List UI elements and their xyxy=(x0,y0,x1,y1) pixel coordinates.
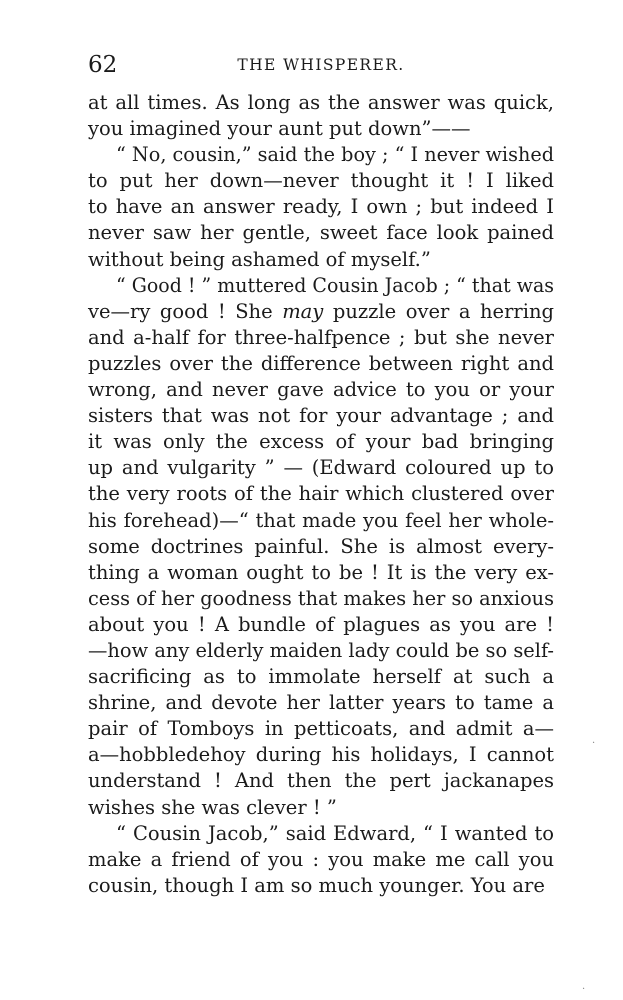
text-line xyxy=(88,403,554,429)
text-line-content: some doctrines painful. She is almost every- xyxy=(88,534,554,558)
text-line xyxy=(88,299,554,325)
text-line-content: a—hobbledehoy during his holidays, I cannot xyxy=(88,743,554,767)
text-line xyxy=(88,742,554,768)
text-line-content: “ Good ! ” muttered Cousin Jacob ; “ that was xyxy=(116,273,554,297)
page-number: 62 xyxy=(88,52,118,78)
text-line xyxy=(88,638,554,664)
text-line-content: up and vulgarity ” — (Edward coloured up to xyxy=(88,456,554,480)
text-line xyxy=(88,168,554,194)
emphasis: may xyxy=(282,299,324,323)
text-line-content: his forehead)—“ that made you feel her whole- xyxy=(88,508,554,532)
text-line-content: sacrificing as to immolate herself at such a xyxy=(88,665,554,689)
text-line-content: it was only the excess of your bad bringing xyxy=(88,430,554,454)
text-line xyxy=(88,247,554,273)
text-line-content: the very roots of the hair which clustered over xyxy=(88,482,554,506)
text-line-content: thing a woman ought to be ! It is the very ex- xyxy=(88,560,554,584)
text-line-content: pair of Tomboys in petticoats, and admit a— xyxy=(88,717,554,741)
text-line xyxy=(88,220,554,246)
text-line-content: ve—ry good ! She may puzzle over a herring xyxy=(88,299,554,323)
text-line xyxy=(88,795,554,821)
text-line-content: to have an answer ready, I own ; but indeed I xyxy=(88,195,554,219)
text-line xyxy=(88,116,554,142)
text-line-content: to put her down—never thought it ! I liked xyxy=(88,169,554,193)
text-line-content: wrong, and never gave advice to you or your xyxy=(88,378,554,402)
text-line-content: —how any elderly maiden lady could be so self- xyxy=(88,638,554,662)
text-line-content: cousin, though I am so much younger. You are xyxy=(88,873,545,897)
text-line-content: “ Cousin Jacob,” said Edward, “ I wanted to xyxy=(116,821,554,845)
text-line xyxy=(88,873,554,899)
stray-mark: · xyxy=(582,984,586,995)
text-line-content: cess of her goodness that makes her so anxious xyxy=(88,586,554,610)
text-line-content: puzzles over the difference between right and xyxy=(88,351,554,375)
text-line xyxy=(88,429,554,455)
text-line xyxy=(88,90,554,116)
text-line-content: understand ! And then the pert jackanapes xyxy=(88,769,554,793)
text-line-content: without being ashamed of myself.” xyxy=(88,247,431,271)
text-line xyxy=(88,534,554,560)
text-line-content: sisters that was not for your advantage ; and xyxy=(88,404,554,428)
text-line-content: never saw her gentle, sweet face look pained xyxy=(88,221,554,245)
text-line-content: and a-half for three-halfpence ; but she never xyxy=(88,325,554,349)
text-line-content: you imagined your aunt put down”—— xyxy=(88,117,471,141)
text-line-content: about you ! A bundle of plagues as you are ! xyxy=(88,612,554,636)
text-line-content: at all times. As long as the answer was quick, xyxy=(88,91,554,114)
text-line-content: wishes she was clever ! ” xyxy=(88,795,337,819)
text-line xyxy=(88,325,554,351)
text-line xyxy=(88,690,554,716)
text-line xyxy=(88,377,554,403)
text-line xyxy=(88,455,554,481)
text-line xyxy=(88,716,554,742)
text-line xyxy=(88,560,554,586)
text-line xyxy=(88,508,554,534)
text-line-content: shrine, and devote her latter years to tame a xyxy=(88,691,554,715)
text-line xyxy=(88,847,554,873)
stray-mark: · xyxy=(592,738,596,749)
text-line xyxy=(88,481,554,507)
text-line xyxy=(88,142,554,168)
text-line xyxy=(88,351,554,377)
text-line xyxy=(88,612,554,638)
text-line xyxy=(88,273,554,299)
text-line-content: make a friend of you : you make me call you xyxy=(88,847,554,871)
page-header xyxy=(88,50,554,80)
text-line xyxy=(88,586,554,612)
text-line-content: “ No, cousin,” said the boy ; “ I never wished xyxy=(116,143,554,167)
running-title: THE WHISPERER. xyxy=(237,56,405,74)
text-line xyxy=(88,664,554,690)
text-line xyxy=(88,194,554,220)
text-line xyxy=(88,821,554,847)
body-text xyxy=(88,90,554,899)
text-line xyxy=(88,768,554,794)
